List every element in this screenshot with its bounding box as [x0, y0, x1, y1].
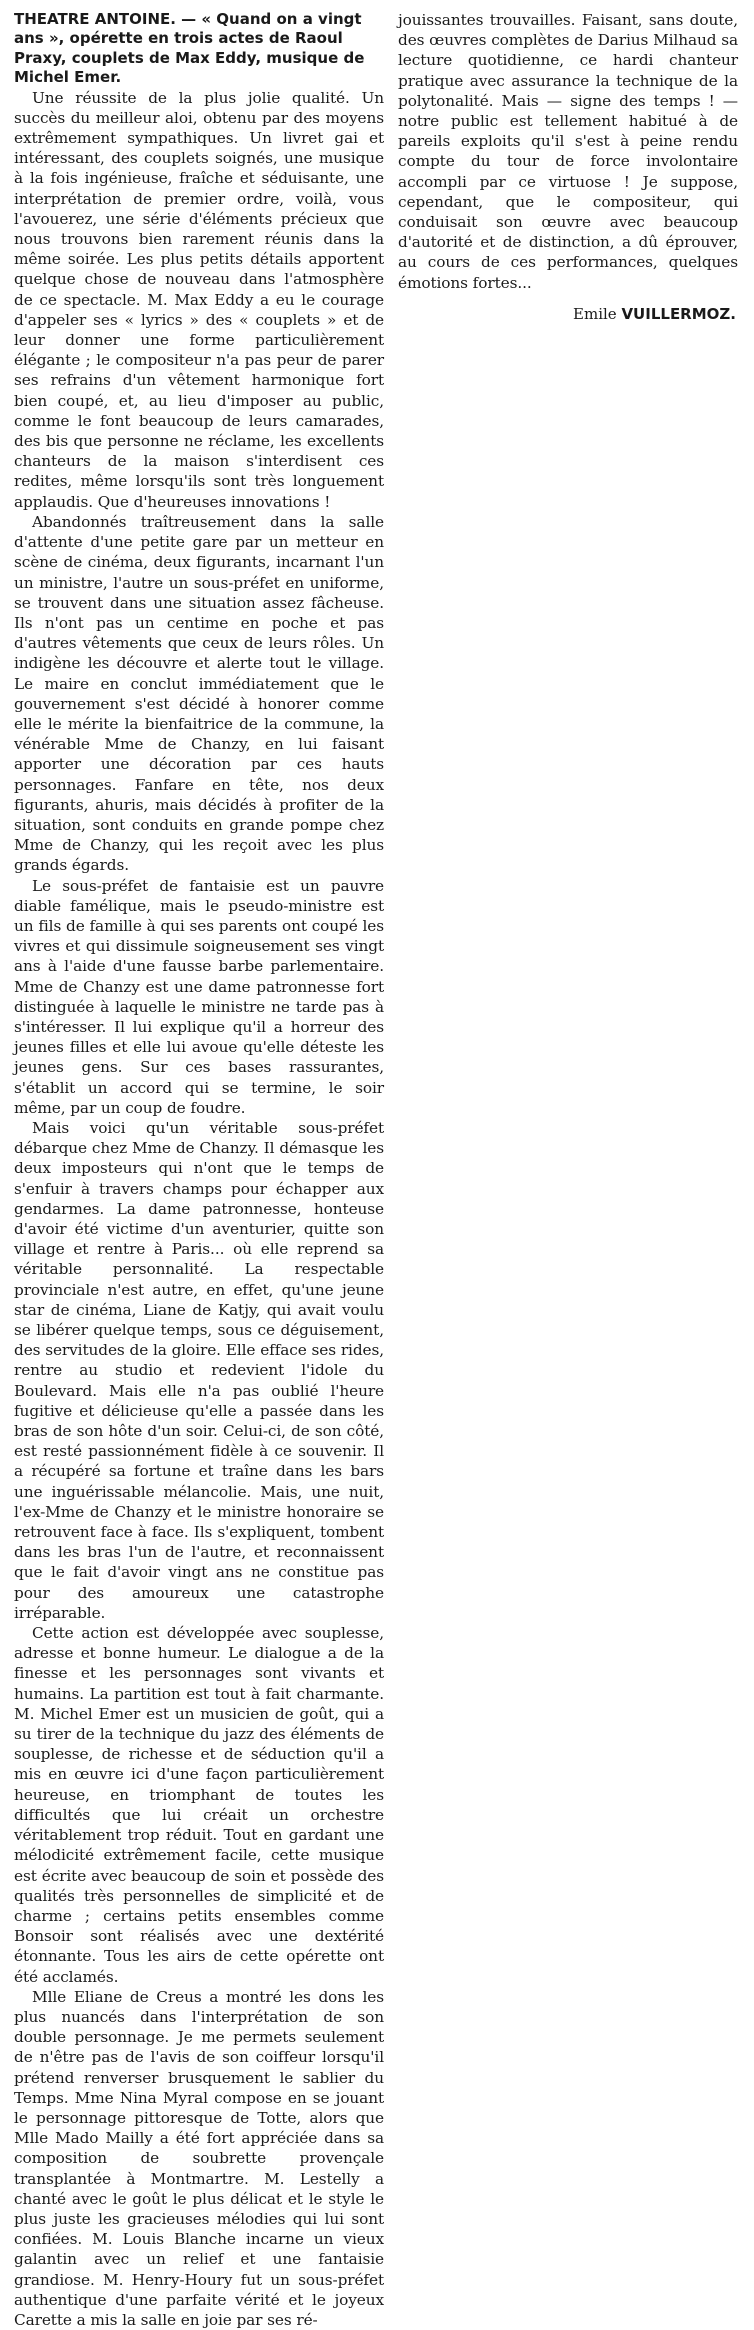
- author-last-name: VUILLERMOZ.: [621, 304, 736, 323]
- paragraph-continuation: jouissantes trouvailles. Faisant, sans doute, des œuvres complètes de Darius Milhaud sa lecture quotidienne, ce hardi chanteur pratique avec assurance la technique de la polytonalité. Mais — signe des temps ! — notre public est tellement habitué à de pareils exploits qu'il s'est à peine rendu compte du tour de force involontaire accompli par ce virtuose ! Je suppose, cependant, que le compositeur, qui conduisait son œuvre avec beaucoup d'autorité et de distinction, a dû éprouver, au cours de ces performances, quelques émotions fortes...: [398, 11, 738, 292]
- article-heading: THEATRE ANTOINE. — « Quand on a vingt ans », opérette en trois actes de Raoul Praxy, couplets de Max Eddy, musique de Michel Emer.: [14, 10, 365, 87]
- author-first-name: Emile: [573, 304, 617, 323]
- paragraph-music: Cette action est développée avec souplesse, adresse et bonne humeur. Le dialogue a de la finesse et les personnages sont vivants et humains. La partition est tout à fait charmante. M. Michel Emer est un musicien de goût, qui a su tirer de la technique du jazz des éléments de souplesse, de richesse et de séduction qu'il a mis en œuvre ici d'une façon particulièrement heureuse, en triomphant de toutes les difficultés que lui créait un orchestre véritablement trop réduit. Tout en gardant une mélodicité extrêmement facile, cette musique est écrite avec beaucoup de soin et possède des qualités très personnelles de simplicité et de charme ; certains petits ensembles comme Bonsoir sont réalisés avec une dextérité étonnante. Tous les airs de cette opérette ont été acclamés.: [14, 1624, 384, 1986]
- left-column: [14, 10, 384, 2330]
- paragraph-cast: Mlle Eliane de Creus a montré les dons les plus nuancés dans l'interprétation de son double personnage. Je me permets seulement de n'être pas de l'avis de son coiffeur lorsqu'il prétend renverser brusquement le sablier du Temps. Mme Nina Myral compose en se jouant le personnage pittoresque de Totte, alors que Mlle Mado Mailly a été fort appréciée dans sa composition de soubrette provençale transplantée à Montmartre. M. Lestelly a chanté avec le goût le plus délicat et le style le plus juste les gracieuses mélodies qui lui sont confiées. M. Louis Blanche incarne un vieux galantin avec un relief et une fantaisie grandiose. M. Henry-Houry fut un sous-préfet authentique d'une parfaite vérité et le joyeux Carette a mis la salle en joie par ses ré-: [14, 1987, 384, 2329]
- paragraph-plot-2: Le sous-préfet de fantaisie est un pauvre diable famélique, mais le pseudo-ministre est un fils de famille à qui ses parents ont coupé les vivres et qui dissimule soigneusement ses vingt ans à l'aide d'une fausse barbe parlementaire. Mme de Chanzy est une dame patronnesse fort distinguée à laquelle le ministre ne tarde pas à s'intéresser. Il lui explique qu'il a horreur des jeunes filles et elle lui avoue qu'elle déteste les jeunes gens. Sur ces bases rassurantes, s'établit un accord qui se termine, le soir même, par un coup de foudre.: [14, 876, 384, 1117]
- paragraph-plot-3: Mais voici qu'un véritable sous-préfet débarque chez Mme de Chanzy. Il démasque les deux imposteurs qui n'ont que le temps de s'enfuir à travers champs pour échapper aux gendarmes. La dame patronnesse, honteuse d'avoir été victime d'un aventurier, quitte son village et rentre à Paris... où elle reprend sa véritable personnalité. La respectable provinciale n'est autre, en effet, qu'une jeune star de cinéma, Liane de Katjy, qui avait voulu se libérer quelque temps, sous ce déguisement, des servitudes de la gloire. Elle efface ses rides, rentre au studio et redevient l'idole du Boulevard. Mais elle n'a pas oublié l'heure fugitive et délicieuse qu'elle a passée dans les bras de son hôte d'un soir. Celui-ci, de son côté, est resté passionnément fidèle à ce souvenir. Il a récupéré sa fortune et traîne dans les bars une inguérissable mélancolie. Mais, une nuit, l'ex-Mme de Chanzy et le ministre honoraire se retrouvent face à face. Ils s'expliquent, tombent dans les bras l'un de l'autre, et reconnaissent que le fait d'avoir vingt ans ne constitue pas pour des amoureux une catastrophe irréparable.: [14, 1118, 384, 1622]
- author-signature: [398, 305, 738, 323]
- paragraph-intro: Une réussite de la plus jolie qualité. Un succès du meilleur aloi, obtenu par des moyens extrêmement sympathiques. Un livret gai et intéressant, des couplets soignés, une musique à la fois ingénieuse, fraîche et séduisante, une interprétation de premier ordre, voilà, vous l'avouerez, une série d'éléments précieux que nous trouvons bien rarement réunis dans la même soirée. Les plus petits détails apportent quelque chose de nouveau dans l'atmosphère de ce spectacle. M. Max Eddy a eu le courage d'appeler ses « lyrics » des « couplets » et de leur donner une forme particulièrement élégante ; le compositeur n'a pas peur de parer ses refrains d'un vêtement harmonique fort bien coupé, et, au lieu d'imposer au public, comme le font beaucoup de leurs camarades, des bis que personne ne réclame, les excellents chanteurs de la maison s'interdisent ces redites, même lorsqu'ils sont très longuement applaudis. Que d'heureuses innovations !: [14, 88, 384, 511]
- right-column: [398, 10, 738, 323]
- paragraph-plot-1: Abandonnés traîtreusement dans la salle d'attente d'une petite gare par un metteur en scène de cinéma, deux figurants, incarnant l'un un ministre, l'autre un sous-préfet en uniforme, se trouvent dans une situation assez fâcheuse. Ils n'ont pas un centime en poche et pas d'autres vêtements que ceux de leurs rôles. Un indigène les découvre et alerte tout le village. Le maire en conclut immédiatement que le gouvernement s'est décidé à honorer comme elle le mérite la bienfaitrice de la commune, la vénérable Mme de Chanzy, en lui faisant apporter une décoration par ces hauts personnages. Fanfare en tête, nos deux figurants, ahuris, mais décidés à profiter de la situation, sont conduits en grande pompe chez Mme de Chanzy, qui les reçoit avec les plus grands égards.: [14, 512, 384, 875]
